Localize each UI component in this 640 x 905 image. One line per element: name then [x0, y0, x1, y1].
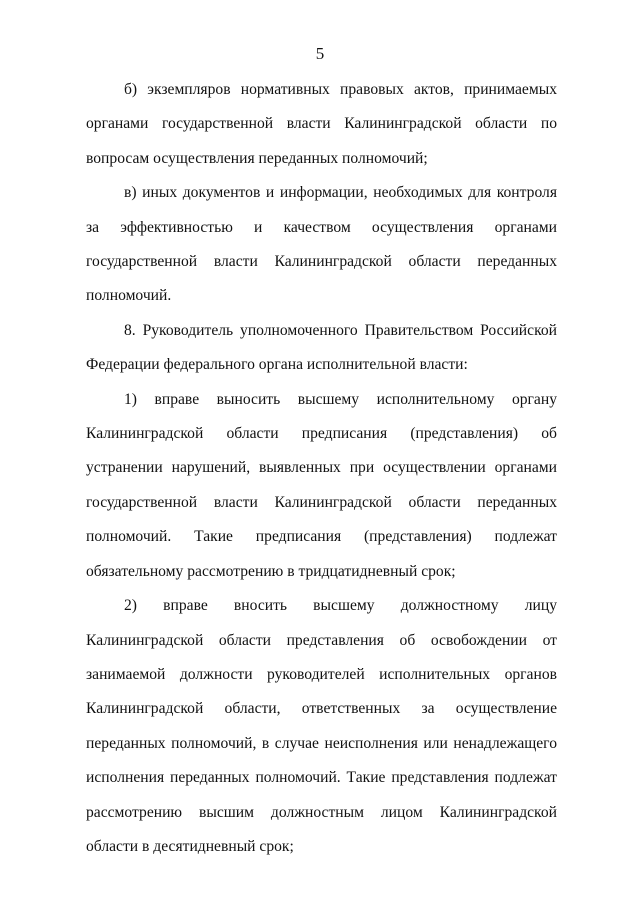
paragraph-8: 8. Руководитель уполномоченного Правительством Российской Федерации федерального органа исполнительной власти:: [86, 321, 557, 374]
document-body: [86, 73, 557, 864]
paragraph-8-1: 1) вправе выносить высшему исполнительному органу Калининградской области предписания (представления) об устранении нарушений, выявленных при осуществлении органами государственной власти Калининградской области переданных полномочий. Такие предписания (представления) подлежат обязательному рассмотрению в тридцатидневный срок;: [86, 390, 557, 580]
page-number: 5: [315, 44, 325, 63]
paragraph-8-2: 2) вправе вносить высшему должностному лицу Калининградской области представления об освобождении от занимаемой должности руководителей исполнительных органов Калининградской области, ответственных за осуществление переданных полномочий, в случае неисполнения или ненадлежащего исполнения переданных полномочий. Такие представления подлежат рассмотрению высшим должностным лицом Калининградской области в десятидневный срок;: [86, 597, 557, 855]
paragraph-b: б) экземпляров нормативных правовых актов, принимаемых органами государственной власти Калининградской области по вопросам осуществления переданных полномочий;: [86, 81, 557, 167]
paragraph-v: в) иных документов и информации, необходимых для контроля за эффективностью и качеством осуществления органами государственной власти Калининградской области переданных полномочий.: [86, 184, 557, 305]
